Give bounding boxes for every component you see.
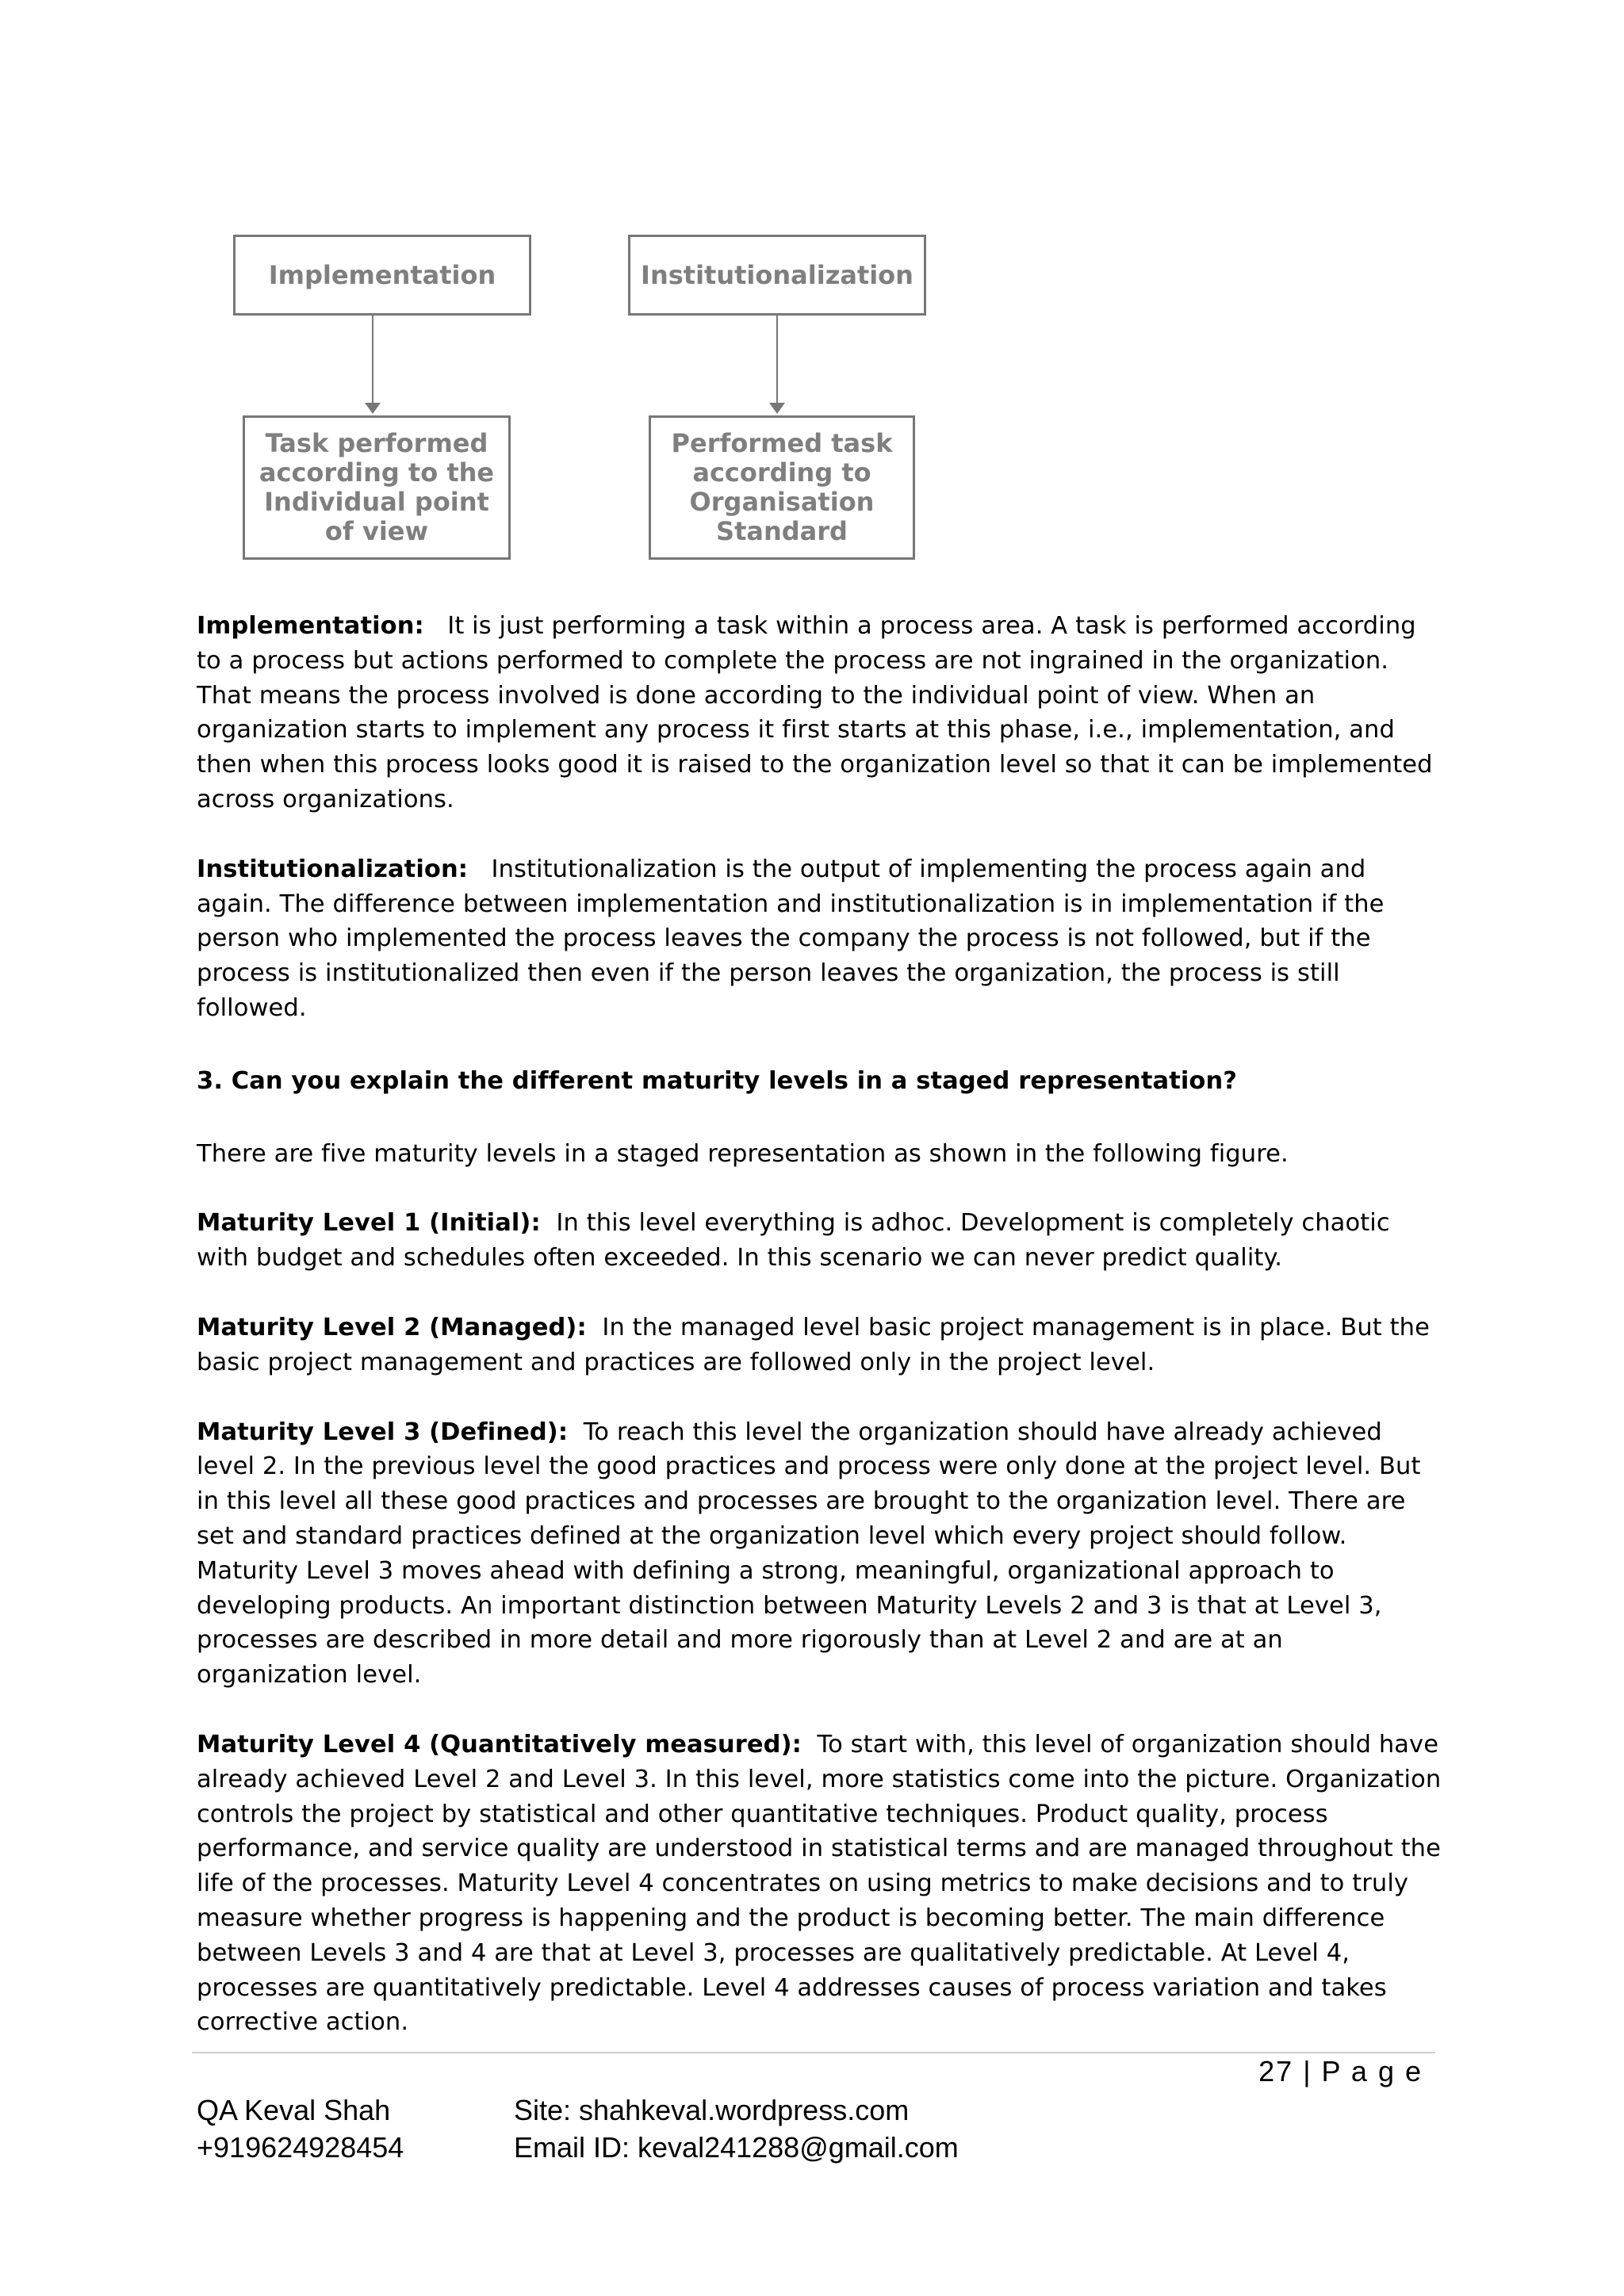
text-level-1: In this level everything is adhoc. Development is completely chaotic with budget and schedules often exceeded. In this scenario we can never predict quality. (197, 1209, 1390, 1272)
text-level-4: To start with, this level of organization should have already achieved Level 2 and Level 3. In this level, more statistics come into the picture. Organization controls the project by statistical and other quantitative techniques. Product quality, process performance, and service quality are understood in statistical terms and are managed throughout the life of the processes. Maturity Level 4 concentrates on using metrics to make decisions and to truly measure whether progress is happening and the product is becoming better. The main difference between Levels 3 and 4 are that at Level 3, processes are qualitatively predictable. At Level 4, processes are quantitatively predictable. Level 4 addresses causes of process variation and takes corrective action. (197, 1730, 1442, 2037)
term-level-3: Maturity Level 3 (Defined): (197, 1418, 569, 1446)
text-institutionalization: Institutionalization is the output of implementing the process again and again. The difference between implementation and institutionalization is in implementation if the person who implemented the process leaves the company the process is not followed, but if the process is institutionalized then even if the person leaves the organization, the process is still followed. (197, 855, 1385, 1022)
paragraph-intro: There are five maturity levels in a staged representation as shown in the following figure. (197, 1139, 1289, 1168)
text-level-3: To reach this level the organization should have already achieved level 2. In the previous level the good practices and process were only done at the project level. But in this level all these good practices and processes are brought to the organization level. There are set and standard practices defined at the organization level which every project should follow. Maturity Level 3 moves ahead with defining a strong, meaningful, organizational approach to developing products. An important distinction between Maturity Levels 2 and 3 is that at Level 3, processes are described in more detail and more rigorously than at Level 2 and are at an organization level. (197, 1418, 1421, 1689)
footer-divider (192, 2052, 1435, 2053)
footer-phone: +919624928454 (197, 2131, 404, 2164)
footer-email: Email ID: keval241288@gmail.com (514, 2131, 959, 2164)
paragraph-level-2 (197, 1311, 1442, 1380)
document-body (197, 609, 1442, 2040)
term-institutionalization: Institutionalization: (197, 855, 469, 883)
footer-author: QA Keval Shah (197, 2094, 391, 2126)
paragraph-level-1 (197, 1206, 1442, 1276)
diagram-box-organisation-standard: Performed task according to Organisation Standard (649, 415, 915, 560)
term-implementation: Implementation: (197, 612, 424, 640)
diagram-arrowhead-left (365, 403, 381, 414)
page-number: 27 | P a g e (1258, 2055, 1423, 2087)
diagram-box-implementation: Implementation (233, 235, 531, 316)
diagram-arrowhead-right (769, 403, 785, 414)
term-level-1: Maturity Level 1 (Initial): (197, 1209, 541, 1238)
diagram-box-institutionalization: Institutionalization (628, 235, 926, 316)
paragraph-implementation (197, 609, 1442, 817)
question-heading: 3. Can you explain the different maturity levels in a staged representation? (197, 1066, 1238, 1095)
diagram-arrow-left (372, 316, 373, 404)
text-implementation: It is just performing a task within a process area. A task is performed according to a process but actions performed to complete the process are not ingrained in the organization. That means the process involved is done according to the individual point of view. When an organization starts to implement any process it first starts at this phase, i.e., implementation, and then when this process looks good it is raised to the organization level so that it can be implemented across organizations. (197, 612, 1433, 813)
paragraph-institutionalization (197, 852, 1442, 1026)
footer (197, 2091, 959, 2166)
diagram-arrow-right (776, 316, 778, 404)
paragraph-level-3 (197, 1415, 1442, 1693)
paragraph-level-4 (197, 1728, 1442, 2040)
text-level-2: In the managed level basic project management is in place. But the basic project management and practices are followed only in the project level. (197, 1313, 1430, 1376)
term-level-2: Maturity Level 2 (Managed): (197, 1313, 587, 1341)
term-level-4: Maturity Level 4 (Quantitatively measured): (197, 1730, 802, 1758)
footer-site: Site: shahkeval.wordpress.com (514, 2094, 910, 2126)
implementation-vs-institutionalization-diagram (0, 0, 1624, 571)
diagram-box-individual-view: Task performed according to the Individual point of view (243, 415, 511, 560)
